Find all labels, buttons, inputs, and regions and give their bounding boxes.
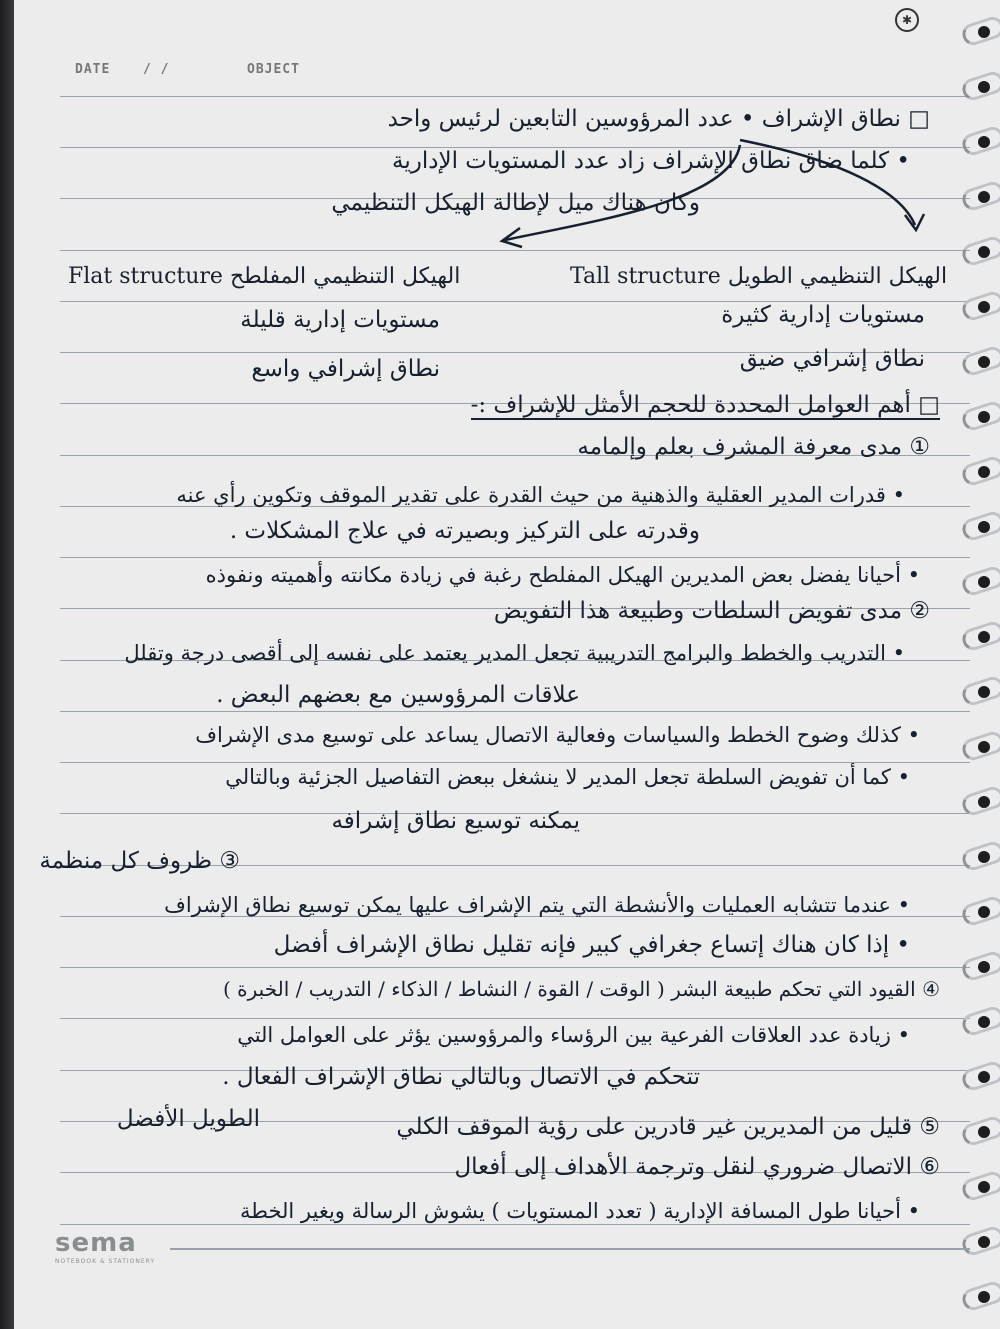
note-line-1: □ نطاق الإشراف • عدد المرؤوسين التابعين لرئيس واحد (387, 106, 930, 132)
page-header (75, 62, 955, 84)
factor-2-point-3: • كما أن تفويض السلطة تجعل المدير لا ينشغل ببعض التفاصيل الجزئية وبالتالي (225, 765, 910, 789)
factor-5-heading: ⑤ قليل من المديرين غير قادرين على رؤية الموقف الكلي (396, 1114, 940, 1140)
factor-2-point-3-cont: يمكنه توسيع نطاق إشرافه (331, 808, 580, 834)
date-slashes: / / (143, 62, 170, 77)
section-heading-factors (471, 390, 940, 420)
factor-3-heading: ③ ظروف كل منظمة (39, 848, 240, 874)
factor-3-point-1: • عندما تتشابه العمليات والأنشطة التي يتم الإشراف عليها يمكن توسيع نطاق الإشراف (164, 893, 910, 917)
flat-structure-title: Flat structure الهيكل التنظيمي المفلطح (68, 264, 461, 289)
sema-logo (55, 1228, 165, 1268)
factor-4-point-1-cont: تتحكم في الاتصال وبالتالي نطاق الإشراف الفعال . (222, 1064, 700, 1090)
factor-1-point-2: • أحيانا يفضل بعض المديرين الهيكل المفلطح رغبة في زيادة مكانته وأهميته ونفوذه (205, 563, 920, 587)
factor-2-point-1: • التدريب والخطط والبرامج التدريبية تجعل المدير يعتمد على نفسه إلى أقصى درجة وتقلل (124, 641, 905, 665)
tall-structure-title: Tall structure الهيكل التنظيمي الطويل (570, 264, 948, 289)
factor-2-point-2: • كذلك وضوح الخطط والسياسات وفعالية الاتصال يساعد على توسيع مدى الإشراف (195, 723, 920, 747)
spiral-binding (960, 0, 1000, 1329)
note-line-2: • كلما ضاق نطاق الإشراف زاد عدد المستويات الإدارية (392, 148, 910, 174)
factor-2-heading: ② مدى تفويض السلطات وطبيعة هذا التفويض (493, 598, 930, 624)
brand-tagline: NOTEBOOK & STATIONERY (55, 1258, 156, 1265)
factor-6-heading: ⑥ الاتصال ضروري لنقل وترجمة الأهداف إلى أفعال (454, 1154, 940, 1180)
star-emblem-icon: ✱ (895, 8, 919, 32)
tall-is-better-note: الطويل الأفضل (116, 1106, 260, 1132)
footer-rule (170, 1248, 970, 1250)
factor-6-point-1: • أحيانا طول المسافة الإدارية ( تعدد المستويات ) يشوش الرسالة ويغير الخطة (239, 1199, 920, 1223)
factors-heading-text: □ أهم العوامل المحددة للحجم الأمثل للإشراف :- (470, 392, 940, 418)
tall-levels: مستويات إدارية كثيرة (721, 302, 925, 328)
factor-2-point-1-cont: علاقات المرؤوسين مع بعضهم البعض . (216, 682, 580, 708)
page-edge-shadow (0, 0, 14, 1329)
factor-4-point-1: • زيادة عدد العلاقات الفرعية بين الرؤساء والمرؤوسين يؤثر على العوامل التي (237, 1023, 910, 1047)
factor-1-heading: ① مدى معرفة المشرف بعلم وإلمامه (577, 434, 930, 460)
object-label: OBJECT (247, 62, 300, 77)
brand-name: sema (55, 1228, 137, 1258)
factor-3-point-2: • إذا كان هناك إتساع جغرافي كبير فإنه تقليل نطاق الإشراف أفضل (273, 932, 910, 958)
factor-1-point-1: • قدرات المدير العقلية والذهنية من حيث القدرة على تقدير الموقف وتكوين رأي عنه (176, 483, 905, 507)
factor-4-heading: ④ القيود التي تحكم طبيعة البشر ( الوقت / القوة / النشاط / الذكاء / التدريب / الخبرة ) (222, 977, 940, 1001)
flat-levels: مستويات إدارية قليلة (240, 307, 440, 333)
note-line-3: وكان هناك ميل لإطالة الهيكل التنظيمي (331, 190, 700, 216)
flat-span: نطاق إشرافي واسع (251, 356, 440, 382)
date-label: DATE (75, 62, 111, 77)
factor-1-point-1-cont: وقدرته على التركيز وبصيرته في علاج المشكلات . (229, 518, 700, 544)
tall-span: نطاق إشرافي ضيق (739, 346, 925, 372)
